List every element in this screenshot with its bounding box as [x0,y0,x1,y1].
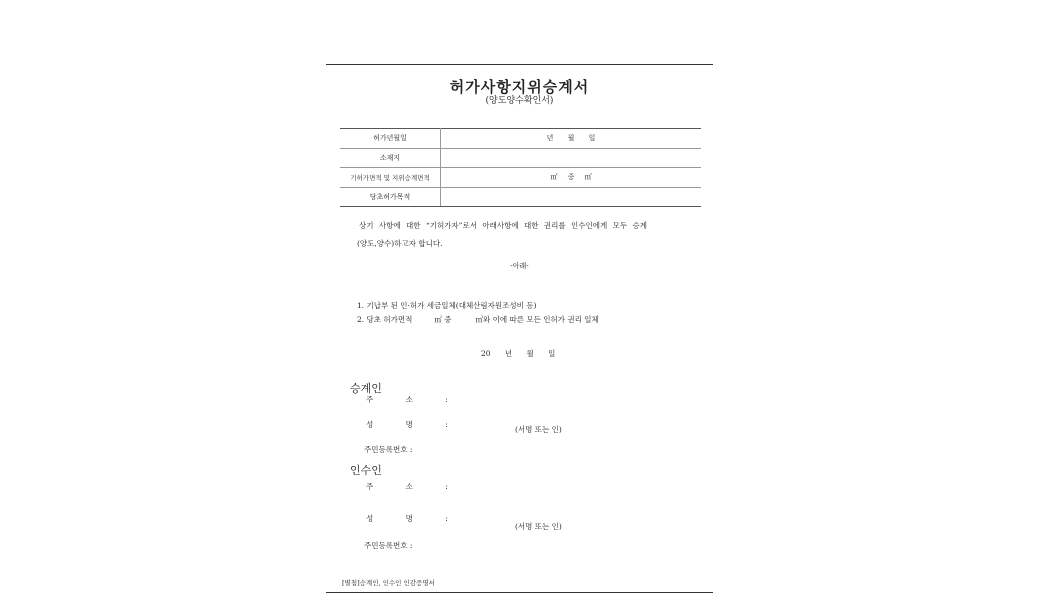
list-item: 1. 기납부 된 인·허가 세금일체(대체산림자원조성비 등) [357,301,537,310]
row-value [441,168,702,188]
permit-date-value: 년 월 일 [546,134,596,143]
table-row [340,148,701,168]
acquirer-sign-note: (서명 또는 인) [515,522,562,531]
table-row [340,168,701,188]
arae-heading: -아래- [510,262,529,270]
table-row [340,129,701,149]
table-row [340,187,701,207]
acquirer-id-label: 주민등록번호 : [364,541,413,550]
row-value [441,148,702,168]
row-label: 기허가면적 및 지위승계면적 [340,168,441,188]
successor-address-label: 주 소 : [366,395,448,404]
list-item: 2. 당초 허가면적 ㎡ 중 ㎡와 이에 따른 모든 인허가 권리 일체 [357,315,599,324]
row-value [441,187,702,207]
acquirer-name-label: 성 명 : [366,514,448,523]
permit-info-table [340,128,701,207]
successor-name-label: 성 명 : [366,420,448,429]
acquirer-address-label: 주 소 : [366,482,448,491]
statement-line-2: (양도,양수)하고자 합니다. [357,239,443,248]
document-subtitle: (양도양수확인서) [485,96,554,106]
document-title: 허가사항지위승계서 [449,78,590,96]
row-label: 소재지 [340,148,441,168]
successor-sign-note: (서명 또는 인) [515,425,562,434]
document-page [326,0,713,613]
row-value [441,129,702,149]
top-rule [326,64,713,65]
statement-line-1: 상기 사항에 대한 “기허가자”로서 아래사항에 대한 권리를 인수인에게 모두 승계 [359,221,647,230]
successor-id-label: 주민등록번호 : [364,445,413,454]
row-label: 허가년월일 [340,129,441,149]
attachment-footnote: [별첨]승계인, 인수인 인감증명서 [342,579,435,587]
successor-heading: 승계인 [350,382,382,395]
signing-date: 20 년 월 일 [481,349,556,358]
area-value: ㎡ 중 ㎡ [550,173,592,182]
bottom-rule [326,592,713,593]
acquirer-heading: 인수인 [350,464,382,477]
row-label: 당초허가목적 [340,187,441,207]
